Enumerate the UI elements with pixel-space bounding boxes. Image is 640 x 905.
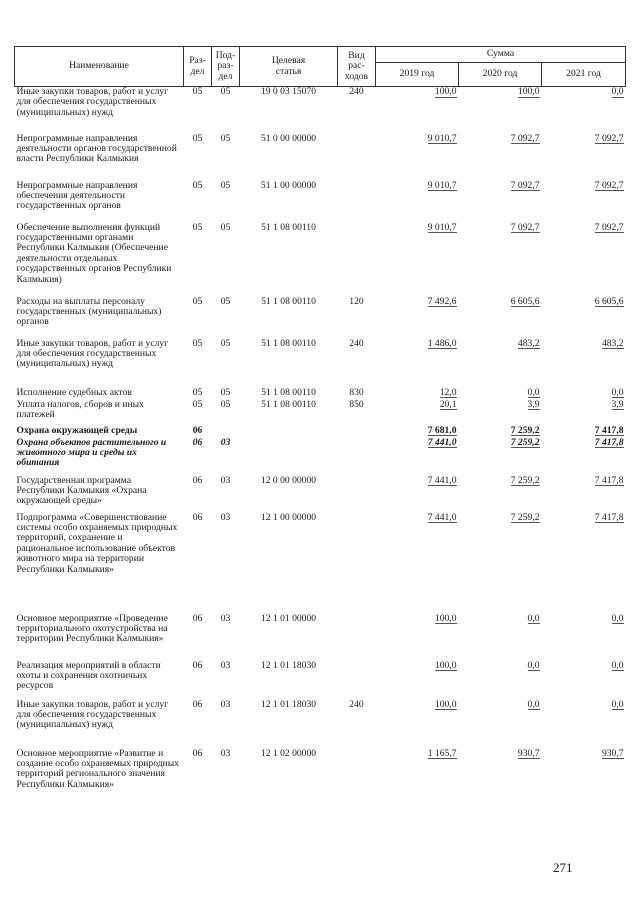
- col-header-kind: Вид рас- ходов: [338, 47, 376, 87]
- col-header-target: Целевая статья: [240, 47, 338, 87]
- row-section: 05: [192, 386, 203, 398]
- row-target: 51 1 08 00110: [261, 398, 316, 410]
- row-name: Исполнение судебных актов: [16, 386, 132, 398]
- row-sum-2020: [459, 339, 542, 388]
- row-sum-2021-value: 0,0: [611, 612, 624, 624]
- row-sum-2019: [376, 181, 459, 223]
- row-sum-2021-value: 7 417,8: [594, 511, 624, 523]
- row-sum-2021: [542, 426, 626, 438]
- col-header-section: Раз- дел: [184, 47, 212, 87]
- row-sum-2019: [376, 223, 459, 297]
- row-kind: [338, 749, 376, 811]
- row-sum-2020-value: 7 092,7: [510, 221, 540, 233]
- row-sum-2019-value: 7 441,0: [427, 474, 457, 486]
- row-target: 12 1 01 18030: [260, 698, 317, 710]
- table-row: [15, 400, 626, 426]
- row-sum-2021-value: 7 092,7: [594, 132, 624, 144]
- row-target: 51 1 08 00110: [261, 295, 316, 307]
- row-sum-2020-value: 7 092,7: [510, 132, 540, 144]
- row-sum-2020: [459, 87, 542, 134]
- row-name: Расходы на выплаты персоналу государственных (муниципальных) органов: [16, 295, 162, 328]
- row-sum-2021: [542, 181, 626, 223]
- row-sum-2020-value: 100,0: [517, 86, 540, 97]
- row-kind: [338, 476, 376, 513]
- row-name: Государственная программа Республики Калмыкия «Охрана окружающей среды»: [16, 474, 147, 507]
- row-sum-2019-value: 100,0: [434, 698, 457, 710]
- row-target: [240, 426, 338, 438]
- row-kind: 240: [349, 337, 364, 349]
- row-section: 06: [192, 747, 203, 759]
- row-sum-2021-value: 0,0: [611, 386, 624, 398]
- row-sum-2020: [459, 388, 542, 400]
- row-sum-2021: [542, 400, 626, 426]
- row-sum-2020: [459, 134, 542, 181]
- row-sum-2019: [376, 438, 459, 476]
- row-sum-2019-value: 7 492,6: [427, 295, 457, 307]
- row-name: Реализация мероприятий в области охоты и сохранения охотничьих ресурсов: [16, 659, 161, 692]
- row-sum-2019: [376, 426, 459, 438]
- row-sum-2020-value: 3,9: [527, 398, 540, 410]
- row-sum-2020-value: 7 092,7: [510, 179, 540, 191]
- row-kind: 240: [349, 698, 364, 710]
- row-sum-2020: [459, 181, 542, 223]
- row-sum-2019: [376, 339, 459, 388]
- table-row: [15, 388, 626, 400]
- row-target: 51 1 08 00110: [261, 386, 316, 398]
- row-target: 51 1 08 00110: [261, 221, 316, 233]
- row-sum-2020-value: 7 259,2: [510, 511, 540, 523]
- row-sum-2021: [542, 476, 626, 513]
- row-sum-2019-value: 7 681,0: [427, 424, 457, 436]
- row-sum-2021: [542, 388, 626, 400]
- row-section: 06: [192, 659, 203, 671]
- table-row: [15, 513, 626, 614]
- row-kind: 120: [349, 295, 364, 307]
- row-name: Иные закупки товаров, работ и услуг для обеспечения государственных (муниципальных) нужд: [16, 86, 169, 118]
- row-section: 05: [192, 337, 203, 349]
- table-row: [15, 700, 626, 749]
- table-row: [15, 438, 626, 476]
- row-section: 05: [192, 132, 203, 144]
- row-target: 51 0 00 00000: [260, 132, 317, 144]
- table-header: [15, 47, 626, 87]
- row-sum-2019-value: 1 165,7: [427, 747, 457, 759]
- row-sum-2019-value: 12,0: [439, 386, 457, 398]
- row-sum-2019: [376, 297, 459, 339]
- table-row: [15, 181, 626, 223]
- row-sum-2021-value: 0,0: [611, 698, 624, 710]
- row-sum-2019-value: 7 441,0: [427, 436, 457, 448]
- row-target: 12 1 01 00000: [260, 612, 317, 624]
- row-section: 05: [192, 86, 203, 97]
- row-kind: [338, 134, 376, 181]
- row-sum-2020: [459, 513, 542, 614]
- row-subsection: 05: [220, 337, 231, 349]
- row-subsection: 03: [220, 474, 231, 486]
- row-sum-2021: [542, 513, 626, 614]
- row-sum-2021-value: 7 417,8: [594, 474, 624, 486]
- row-name: Охрана объектов растительного и животного мира и среды их обитания: [16, 436, 167, 469]
- row-kind: 240: [349, 86, 364, 97]
- row-kind: [338, 181, 376, 223]
- row-sum-2019-value: 9 010,7: [427, 132, 457, 144]
- budget-table: [14, 46, 626, 811]
- row-sum-2019-value: 100,0: [434, 612, 457, 624]
- row-name: Непрограммные направления обеспечения деятельности государственных органов: [16, 179, 138, 212]
- row-sum-2019: [376, 388, 459, 400]
- row-sum-2021-value: 7 092,7: [594, 179, 624, 191]
- row-kind: [338, 513, 376, 614]
- row-subsection: 05: [220, 386, 231, 398]
- row-sum-2021: [542, 223, 626, 297]
- table-row: [15, 614, 626, 661]
- row-name: Уплата налогов, сборов и иных платежей: [16, 398, 144, 420]
- row-section: 06: [192, 474, 203, 486]
- row-sum-2020: [459, 297, 542, 339]
- row-subsection: 03: [220, 511, 231, 523]
- row-sum-2020-value: 6 605,6: [510, 295, 540, 307]
- row-sum-2021: [542, 134, 626, 181]
- row-section: 06: [192, 698, 203, 710]
- table-row: [15, 476, 626, 513]
- row-subsection: 05: [220, 295, 231, 307]
- row-target: 19 0 03 15070: [260, 86, 317, 97]
- row-name: Обеспечение выполнения функций государственными органами Республики Калмыкия (Обеспечение деятельности отдельных государственных органов Республики Калмыкия): [16, 221, 172, 285]
- row-sum-2020: [459, 400, 542, 426]
- row-target: 12 1 01 18030: [260, 659, 317, 671]
- row-target: 51 1 00 00000: [260, 179, 317, 191]
- row-sum-2020-value: 7 259,2: [510, 436, 540, 448]
- row-sum-2019-value: 100,0: [434, 659, 457, 671]
- row-kind: 830: [349, 386, 364, 398]
- row-subsection: 03: [220, 698, 231, 710]
- row-subsection: 03: [220, 659, 231, 671]
- row-sum-2019: [376, 661, 459, 700]
- row-sum-2021-value: 930,7: [601, 747, 624, 759]
- row-subsection: 03: [220, 747, 231, 759]
- row-sum-2019: [376, 749, 459, 811]
- row-section: 06: [192, 436, 203, 448]
- row-sum-2021-value: 3,9: [611, 398, 624, 410]
- col-header-name: Наименование: [15, 47, 184, 87]
- row-sum-2020-value: 483,2: [517, 337, 540, 349]
- table-row: [15, 297, 626, 339]
- row-kind: [338, 614, 376, 661]
- table-row: [15, 661, 626, 700]
- table-row: [15, 223, 626, 297]
- row-subsection: [212, 426, 240, 438]
- row-name: Основное мероприятие «Проведение территориального охотустройства на территории Республики Калмыкия»: [16, 612, 168, 645]
- row-sum-2021-value: 7 417,8: [594, 424, 624, 436]
- row-sum-2021-value: 7 417,8: [594, 436, 624, 448]
- row-name: Иные закупки товаров, работ и услуг для обеспечения государственных (муниципальных) нужд: [16, 698, 169, 731]
- row-section: 06: [192, 612, 203, 624]
- row-sum-2021-value: 0,0: [611, 86, 624, 97]
- row-name: Охрана окружающей среды: [16, 424, 138, 436]
- table-row: [15, 426, 626, 438]
- row-kind: [338, 438, 376, 476]
- row-section: 06: [192, 424, 203, 436]
- row-sum-2019-value: 100,0: [434, 86, 457, 97]
- row-sum-2020-value: 7 259,2: [510, 424, 540, 436]
- col-header-sum: Сумма: [376, 47, 626, 63]
- row-target: 12 0 00 00000: [260, 474, 317, 486]
- row-sum-2020-value: 0,0: [527, 698, 540, 710]
- row-sum-2020-value: 7 259,2: [510, 474, 540, 486]
- row-subsection: 05: [220, 86, 231, 97]
- row-sum-2021: [542, 339, 626, 388]
- row-kind: [338, 426, 376, 438]
- row-sum-2021: [542, 297, 626, 339]
- row-sum-2019-value: 9 010,7: [427, 179, 457, 191]
- row-target: [240, 438, 338, 476]
- row-sum-2020: [459, 476, 542, 513]
- row-sum-2019: [376, 614, 459, 661]
- row-sum-2020: [459, 438, 542, 476]
- row-sum-2020-value: 0,0: [527, 386, 540, 398]
- row-sum-2020-value: 0,0: [527, 659, 540, 671]
- row-sum-2020-value: 0,0: [527, 612, 540, 624]
- row-subsection: 05: [220, 221, 231, 233]
- col-header-2020: 2020 год: [459, 63, 542, 87]
- row-sum-2019-value: 1 486,0: [427, 337, 457, 349]
- row-target: 12 1 02 00000: [260, 747, 317, 759]
- row-sum-2019: [376, 476, 459, 513]
- row-sum-2019-value: 20,1: [439, 398, 457, 410]
- row-sum-2020: [459, 614, 542, 661]
- row-name: Непрограммные направления деятельности органов государственной власти Республики Калмыкия: [16, 132, 177, 165]
- row-subsection: 03: [220, 436, 231, 448]
- row-sum-2021-value: 6 605,6: [594, 295, 624, 307]
- row-sum-2019: [376, 400, 459, 426]
- row-subsection: 03: [220, 612, 231, 624]
- table-row: [15, 134, 626, 181]
- row-sum-2021: [542, 87, 626, 134]
- row-sum-2019-value: 7 441,0: [427, 511, 457, 523]
- row-target: 12 1 00 00000: [260, 511, 317, 523]
- row-subsection: 05: [220, 179, 231, 191]
- row-name: Основное мероприятие «Развитие и создание особо охраняемых природных территорий регионального значения Республики Калмыкия»: [16, 747, 179, 790]
- row-sum-2021: [542, 700, 626, 749]
- row-sum-2020: [459, 749, 542, 811]
- col-header-subsection: Под- раз- дел: [212, 47, 240, 87]
- page-number: 271: [553, 860, 573, 875]
- table-row: [15, 749, 626, 811]
- row-target: 51 1 08 00110: [261, 337, 316, 349]
- row-sum-2020: [459, 661, 542, 700]
- col-header-2019: 2019 год: [376, 63, 459, 87]
- row-sum-2019-value: 9 010,7: [427, 221, 457, 233]
- row-section: 05: [192, 179, 203, 191]
- row-sum-2021: [542, 614, 626, 661]
- row-sum-2021-value: 7 092,7: [594, 221, 624, 233]
- row-name: Подпрограмма «Совершенствование системы особо охраняемых природных территорий, сохранение и рациональное использование объектов животного мира на территории Республики Калмыкия»: [16, 511, 178, 575]
- budget-sheet: [14, 46, 625, 811]
- row-section: 05: [192, 398, 203, 410]
- row-sum-2021: [542, 749, 626, 811]
- row-subsection: 05: [220, 132, 231, 144]
- row-sum-2021-value: 483,2: [601, 337, 624, 349]
- row-kind: [338, 661, 376, 700]
- row-sum-2021-value: 0,0: [611, 659, 624, 671]
- table-body: [15, 87, 626, 811]
- row-sum-2019: [376, 134, 459, 181]
- table-row: [15, 339, 626, 388]
- row-subsection: 05: [220, 398, 231, 410]
- row-sum-2021: [542, 438, 626, 476]
- row-sum-2019: [376, 87, 459, 134]
- row-name: Иные закупки товаров, работ и услуг для обеспечения государственных (муниципальных) нужд: [16, 337, 169, 370]
- row-kind: [338, 223, 376, 297]
- row-section: 05: [192, 295, 203, 307]
- row-sum-2020: [459, 426, 542, 438]
- row-sum-2019: [376, 700, 459, 749]
- row-sum-2020: [459, 223, 542, 297]
- row-sum-2020: [459, 700, 542, 749]
- row-sum-2020-value: 930,7: [517, 747, 540, 759]
- row-kind: 850: [349, 398, 364, 410]
- table-row: [15, 87, 626, 134]
- row-section: 05: [192, 221, 203, 233]
- row-sum-2021: [542, 661, 626, 700]
- row-sum-2019: [376, 513, 459, 614]
- col-header-2021: 2021 год: [542, 63, 626, 87]
- row-section: 06: [192, 511, 203, 523]
